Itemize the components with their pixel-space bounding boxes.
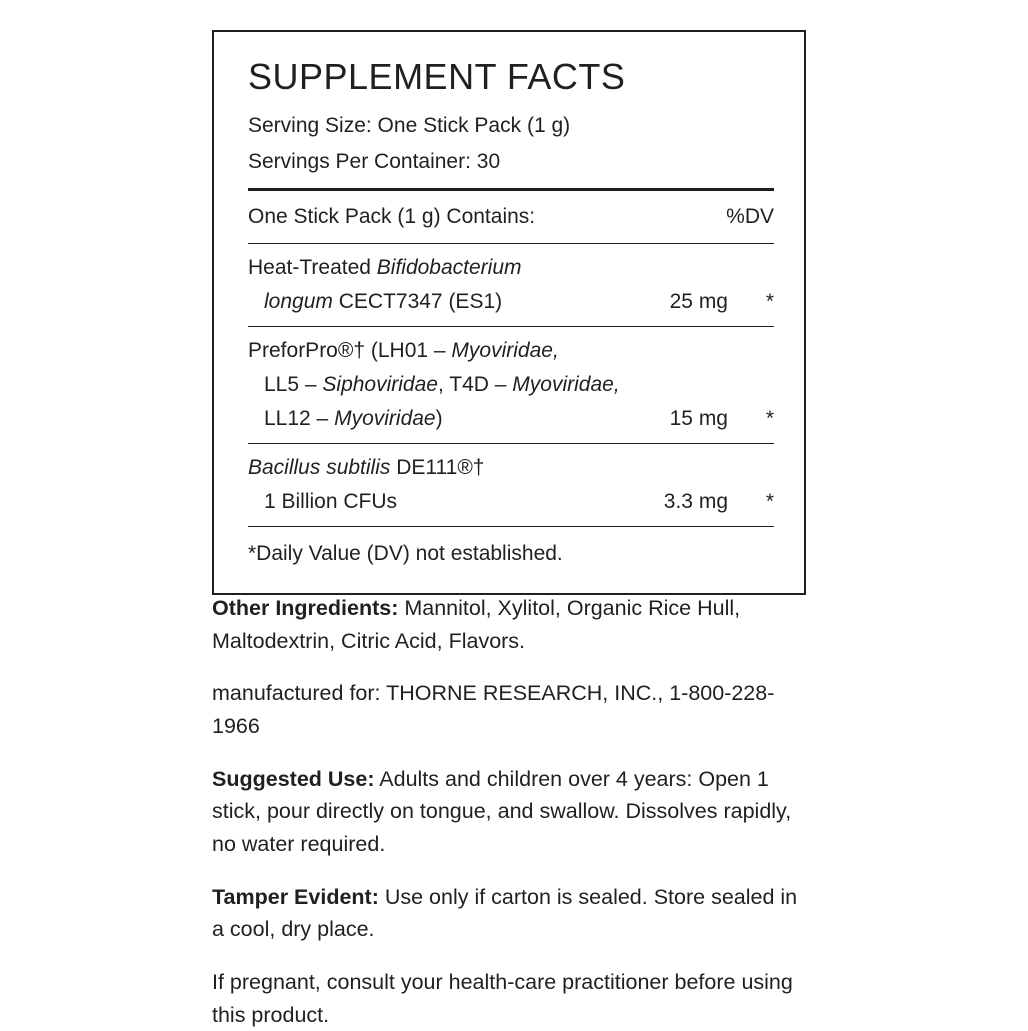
contains-label: One Stick Pack (1 g) Contains: xyxy=(248,205,536,229)
other-ingredients-paragraph xyxy=(212,592,808,657)
ingredient-text-italic: Bacillus subtilis xyxy=(248,456,391,480)
servings-per-container: Servings Per Container: 30 xyxy=(248,149,501,173)
pregnancy-warning-paragraph: If pregnant, consult your health-care practitioner before using this product. xyxy=(212,970,793,1027)
ingredient-text-plain: LL12 – xyxy=(264,407,335,431)
ingredient-text-plain: PreforPro®† (LH01 – xyxy=(248,339,452,363)
ingredient-text-plain: ) xyxy=(435,407,443,431)
ingredient-text-italic: Myoviridae, xyxy=(512,373,620,397)
ingredient-amount: 25 mg xyxy=(669,290,728,314)
contains-header-row xyxy=(248,191,774,243)
ingredient-text-italic: longum xyxy=(264,290,333,314)
label-body-text xyxy=(212,592,808,1031)
ingredient-text-plain: Heat-Treated xyxy=(248,256,377,280)
ingredient-text-plain: CECT7347 (ES1) xyxy=(332,290,503,314)
ingredient-row xyxy=(248,244,774,326)
supplement-facts-panel xyxy=(212,30,806,595)
ingredient-text-plain: DE111®† xyxy=(390,456,485,480)
ingredient-name xyxy=(248,251,632,319)
ingredient-row xyxy=(248,444,774,526)
tamper-evident-label: Tamper Evident: xyxy=(212,884,379,909)
ingredient-text-italic: Siphoviridae xyxy=(322,373,438,397)
ingredient-name xyxy=(248,451,632,519)
other-ingredients-text: Mannitol, Xylitol, Organic Rice Hull, Maltodextrin, Citric Acid, Flavors. xyxy=(212,596,741,653)
panel-title: SUPPLEMENT FACTS xyxy=(248,56,626,97)
suggested-use-paragraph xyxy=(212,763,808,861)
ingredient-text-plain: LL5 – xyxy=(264,373,323,397)
ingredient-amount: 15 mg xyxy=(669,407,728,431)
ingredient-text-plain: 1 Billion CFUs xyxy=(264,490,398,514)
other-ingredients-label: Other Ingredients: xyxy=(212,596,399,620)
daily-value-footnote: *Daily Value (DV) not established. xyxy=(248,542,563,566)
ingredient-row xyxy=(248,327,774,443)
tamper-evident-text: Use only if carton is sealed. Store sealed in a cool, dry place. xyxy=(212,884,798,942)
ingredient-dv: * xyxy=(765,490,774,514)
ingredient-text-italic: Myoviridae, xyxy=(451,339,559,363)
suggested-use-label: Suggested Use: xyxy=(212,766,375,791)
suggested-use-text: Adults and children over 4 years: Open 1 stick, pour directly on tongue, and swallow. Dissolves rapidly, no water required. xyxy=(212,766,792,857)
manufactured-for-paragraph: manufactured for: THORNE RESEARCH, INC., 1-800-228-1966 xyxy=(212,681,775,739)
tamper-evident-paragraph xyxy=(212,881,808,946)
ingredient-dv: * xyxy=(765,290,774,314)
ingredient-text-italic: Bifidobacterium xyxy=(376,256,522,280)
ingredient-text-plain: , T4D – xyxy=(437,373,513,397)
ingredient-name xyxy=(248,334,632,436)
dv-header: %DV xyxy=(726,205,774,229)
ingredient-text-italic: Myoviridae xyxy=(334,407,436,431)
ingredient-amount: 3.3 mg xyxy=(663,490,728,514)
serving-size: Serving Size: One Stick Pack (1 g) xyxy=(248,113,571,137)
ingredient-dv: * xyxy=(765,407,774,431)
